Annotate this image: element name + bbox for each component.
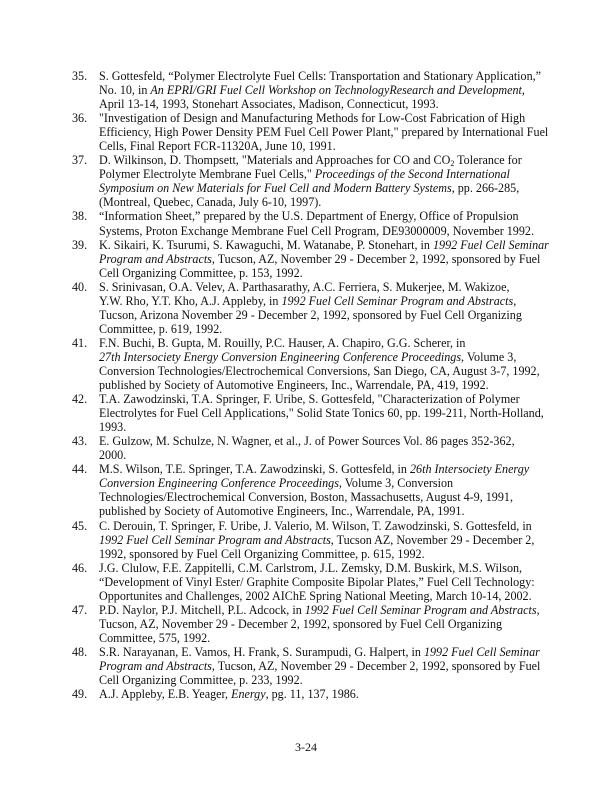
reference-line <box>99 561 552 575</box>
page-number: 3-24 <box>295 740 317 754</box>
reference-text <box>99 687 552 701</box>
text-segment: S. Srinivasan, O.A. Velev, A. Parthasarathy, A.C. Ferriera, S. Mukerjee, M. Wakizoe, <box>99 279 510 294</box>
reference-text <box>99 561 552 603</box>
subscript: 2 <box>450 159 455 169</box>
italic-title: Proceedings of the Second International <box>314 167 510 182</box>
reference-text <box>99 462 552 518</box>
text-segment: Cell Organizing Committee, p. 233, 1992. <box>99 673 303 688</box>
reference-line <box>99 238 552 252</box>
text-segment: S.R. Narayanan, E. Vamos, H. Frank, S. Surampudi, G. Halpert, in <box>99 644 424 659</box>
reference-line <box>99 322 552 336</box>
text-segment: J.G. Clulow, F.E. Zappitelli, C.M. Carlstrom, J.L. Zemsky, D.M. Buskirk, M.S. Wilson, <box>99 560 523 575</box>
reference-line <box>99 462 552 476</box>
text-segment: "Investigation of Design and Manufacturing Methods for Low-Cost Fabrication of High <box>99 111 526 126</box>
reference-text <box>99 392 552 434</box>
reference-text <box>99 434 552 462</box>
italic-title: Conversion Engineering Conference Proceedings <box>99 476 339 491</box>
reference-line <box>99 266 552 280</box>
text-segment: , Tucson, AZ, November 29 - December 2, 1992, sponsored by Fuel <box>211 251 541 266</box>
reference-number: 43. <box>72 434 88 449</box>
italic-title: Program and Abstracts <box>99 658 212 673</box>
text-segment: E. Gulzow, M. Schulze, N. Wagner, et al., J. of Power Sources Vol. 86 pages 352-362, <box>99 434 515 449</box>
text-segment: Committee, 575, 1992. <box>99 630 211 645</box>
reference-number: 40. <box>72 279 88 294</box>
text-segment: , Tucson AZ, November 29 - December 2, <box>330 532 535 547</box>
reference-line <box>99 336 552 350</box>
italic-title: 1992 Fuel Cell Seminar Program and Abstracts <box>99 532 331 547</box>
text-segment: P.D. Naylor, P.J. Mitchell, P.L. Adcock, in <box>99 602 305 617</box>
reference-item <box>72 153 552 209</box>
reference-item <box>72 111 552 153</box>
reference-line <box>99 252 552 266</box>
text-segment: Systems, Proton Exchange Membrane Fuel Cell Program, DE93000009, November 1992. <box>99 223 534 238</box>
reference-line <box>99 406 552 420</box>
italic-title: An EPRI/GRI Fuel Cell Workshop on TechnologyResearch and Development, <box>150 83 525 98</box>
reference-number: 49. <box>72 687 88 702</box>
reference-text <box>99 153 552 209</box>
reference-line <box>99 224 552 238</box>
text-segment: Tolerance for <box>454 153 522 168</box>
reference-number: 37. <box>72 153 88 168</box>
text-segment: 1993. <box>99 420 127 435</box>
reference-number: 41. <box>72 335 88 350</box>
reference-line <box>99 97 552 111</box>
italic-title: 26th Intersociety Energy <box>410 462 530 477</box>
reference-line <box>99 420 552 434</box>
text-segment: Cells, Final Report FCR-11320A, June 10, 1991. <box>99 139 336 154</box>
reference-line <box>99 195 552 209</box>
reference-list <box>72 69 552 701</box>
reference-text <box>99 603 552 645</box>
reference-item <box>72 687 552 701</box>
text-segment: (Montreal, Quebec, Canada, July 6-10, 1997). <box>99 195 322 210</box>
reference-line <box>99 69 552 83</box>
text-segment: F.N. Buchi, B. Gupta, M. Rouilly, P.C. Hauser, A. Chapiro, G.G. Scherer, in <box>99 335 466 350</box>
reference-text <box>99 519 552 561</box>
reference-item <box>72 392 552 434</box>
text-segment: 1992, sponsored by Fuel Cell Organizing Committee, p. 615, 1992. <box>99 546 425 561</box>
italic-title: 1992 Fuel Cell Seminar <box>423 644 540 659</box>
reference-text <box>99 238 552 280</box>
reference-line <box>99 280 552 294</box>
reference-number: 45. <box>72 518 88 533</box>
text-segment: Efficiency, High Power Density PEM Fuel Cell Power Plant," prepared by International Fuel <box>99 125 549 140</box>
reference-line <box>99 350 552 364</box>
text-segment: Conversion Technologies/Electrochemical Conversions, San Diego, CA, August 3-7, 1992, <box>99 363 540 378</box>
text-segment: A.J. Appleby, E.B. Yeager, <box>99 687 232 702</box>
text-segment: published by Society of Automotive Engineers, Inc., Warrendale, PA, 419, 1992. <box>99 378 489 393</box>
text-segment: Opportunites and Challenges, 2002 AIChE Spring National Meeting, March 10-14, 2002. <box>99 588 532 603</box>
text-segment: , <box>536 602 540 617</box>
reference-line <box>99 575 552 589</box>
reference-number: 35. <box>72 69 88 83</box>
reference-line <box>99 209 552 223</box>
text-segment: No. 10, in <box>99 83 151 98</box>
reference-line <box>99 519 552 533</box>
reference-line <box>99 448 552 462</box>
text-segment: 2000. <box>99 448 127 463</box>
reference-line <box>99 589 552 603</box>
reference-line <box>99 617 552 631</box>
reference-line <box>99 139 552 153</box>
text-segment: T.A. Zawodzinski, T.A. Springer, F. Uribe, S. Gottesfeld, "Characterization of Polymer <box>99 392 520 407</box>
text-segment: April 13-14, 1993, Stonehart Associates, Madison, Connecticut, 1993. <box>99 97 439 112</box>
reference-line <box>99 125 552 139</box>
text-segment: K. Sikairi, K. Tsurumi, S. Kawaguchi, M. Watanabe, P. Stonehart, in <box>99 237 433 252</box>
reference-line <box>99 631 552 645</box>
text-segment: , pp. 266-285, <box>451 181 520 196</box>
reference-line <box>99 434 552 448</box>
reference-item <box>72 561 552 603</box>
reference-line <box>99 167 552 181</box>
reference-line <box>99 673 552 687</box>
reference-text <box>99 280 552 336</box>
text-segment: S. Gottesfeld, “Polymer Electrolyte Fuel Cells: Transportation and Stationary Application,” <box>99 69 542 83</box>
reference-item <box>72 434 552 462</box>
text-segment: Electrolytes for Fuel Cell Applications," Solid State Tonics 60, pp. 199-211, North-Holland, <box>99 406 544 421</box>
italic-title: Energy <box>231 687 266 702</box>
text-segment: , pg. 11, 137, 1986. <box>265 687 359 702</box>
text-segment: D. Wilkinson, D. Thompsett, "Materials and Approaches for CO and CO <box>99 153 451 168</box>
italic-title: 1992 Fuel Cell Seminar Program and Abstracts <box>304 602 537 617</box>
reference-line <box>99 687 552 701</box>
reference-item <box>72 69 552 111</box>
text-segment: M.S. Wilson, T.E. Springer, T.A. Zawodzinski, S. Gottesfeld, in <box>99 462 410 477</box>
text-segment: Cell Organizing Committee, p. 153, 1992. <box>99 265 303 280</box>
text-segment: Tucson, AZ, November 29 - December 2, 1992, sponsored by Fuel Cell Organizing <box>99 616 503 631</box>
reference-line <box>99 308 552 322</box>
reference-text <box>99 111 552 153</box>
reference-text <box>99 336 552 392</box>
text-segment: published by Society of Automotive Engineers, Inc., Warrendale, PA, 1991. <box>99 504 465 519</box>
reference-line <box>99 83 552 97</box>
reference-number: 36. <box>72 111 88 126</box>
reference-line <box>99 533 552 547</box>
reference-item <box>72 519 552 561</box>
reference-text <box>99 645 552 687</box>
reference-number: 42. <box>72 392 88 407</box>
text-segment: , Volume 3, <box>461 349 517 364</box>
reference-item <box>72 645 552 687</box>
reference-line <box>99 476 552 490</box>
reference-number: 47. <box>72 602 88 617</box>
reference-item <box>72 336 552 392</box>
reference-number: 48. <box>72 644 88 659</box>
reference-number: 46. <box>72 560 88 575</box>
reference-line <box>99 659 552 673</box>
text-segment: Committee, p. 619, 1992. <box>99 321 223 336</box>
reference-item <box>72 209 552 237</box>
italic-title: Symposium on New Materials for Fuel Cell and Modern Battery Systems <box>99 181 452 196</box>
reference-line <box>99 294 552 308</box>
text-segment: , Volume 3, Conversion <box>338 476 454 491</box>
reference-line <box>99 364 552 378</box>
text-segment: Polymer Electrolyte Membrane Fuel Cells," <box>99 167 315 182</box>
italic-title: Program and Abstracts <box>99 251 212 266</box>
italic-title: 1992 Fuel Cell Seminar Program and Abstracts <box>281 293 514 308</box>
reference-text <box>99 69 552 111</box>
italic-title: 27th Intersociety Energy Conversion Engineering Conference Proceedings <box>99 349 462 364</box>
reference-line <box>99 392 552 406</box>
text-segment: Tucson, Arizona November 29 - December 2, 1992, sponsored by Fuel Cell Organizing <box>99 307 522 322</box>
text-segment: Technologies/Electrochemical Conversion, Boston, Massachusetts, August 4-9, 1991, <box>99 490 513 505</box>
reference-line <box>99 504 552 518</box>
reference-item <box>72 603 552 645</box>
reference-line <box>99 378 552 392</box>
reference-line <box>99 490 552 504</box>
reference-line <box>99 111 552 125</box>
reference-text <box>99 209 552 237</box>
reference-line <box>99 153 552 167</box>
reference-number: 39. <box>72 237 88 252</box>
text-segment: “Development of Vinyl Ester/ Graphite Composite Bipolar Plates,” Fuel Cell Technology: <box>99 574 535 589</box>
reference-item <box>72 462 552 518</box>
reference-item <box>72 238 552 280</box>
text-segment: , <box>513 293 517 308</box>
reference-number: 44. <box>72 462 88 477</box>
reference-line <box>99 547 552 561</box>
reference-line <box>99 181 552 195</box>
text-segment: , Tucson, AZ, November 29 - December 2, 1992, sponsored by Fuel <box>211 658 541 673</box>
reference-line <box>99 645 552 659</box>
text-segment: Y.W. Rho, Y.T. Kho, A.J. Appleby, in <box>99 293 282 308</box>
italic-title: 1992 Fuel Cell Seminar <box>432 237 549 252</box>
text-segment: C. Derouin, T. Springer, F. Uribe, J. Valerio, M. Wilson, T. Zawodzinski, S. Gottesfeld, in <box>99 518 532 533</box>
reference-line <box>99 603 552 617</box>
reference-item <box>72 280 552 336</box>
text-segment: “Information Sheet,” prepared by the U.S. Department of Energy, Office of Propulsion <box>99 209 519 224</box>
reference-number: 38. <box>72 209 88 224</box>
